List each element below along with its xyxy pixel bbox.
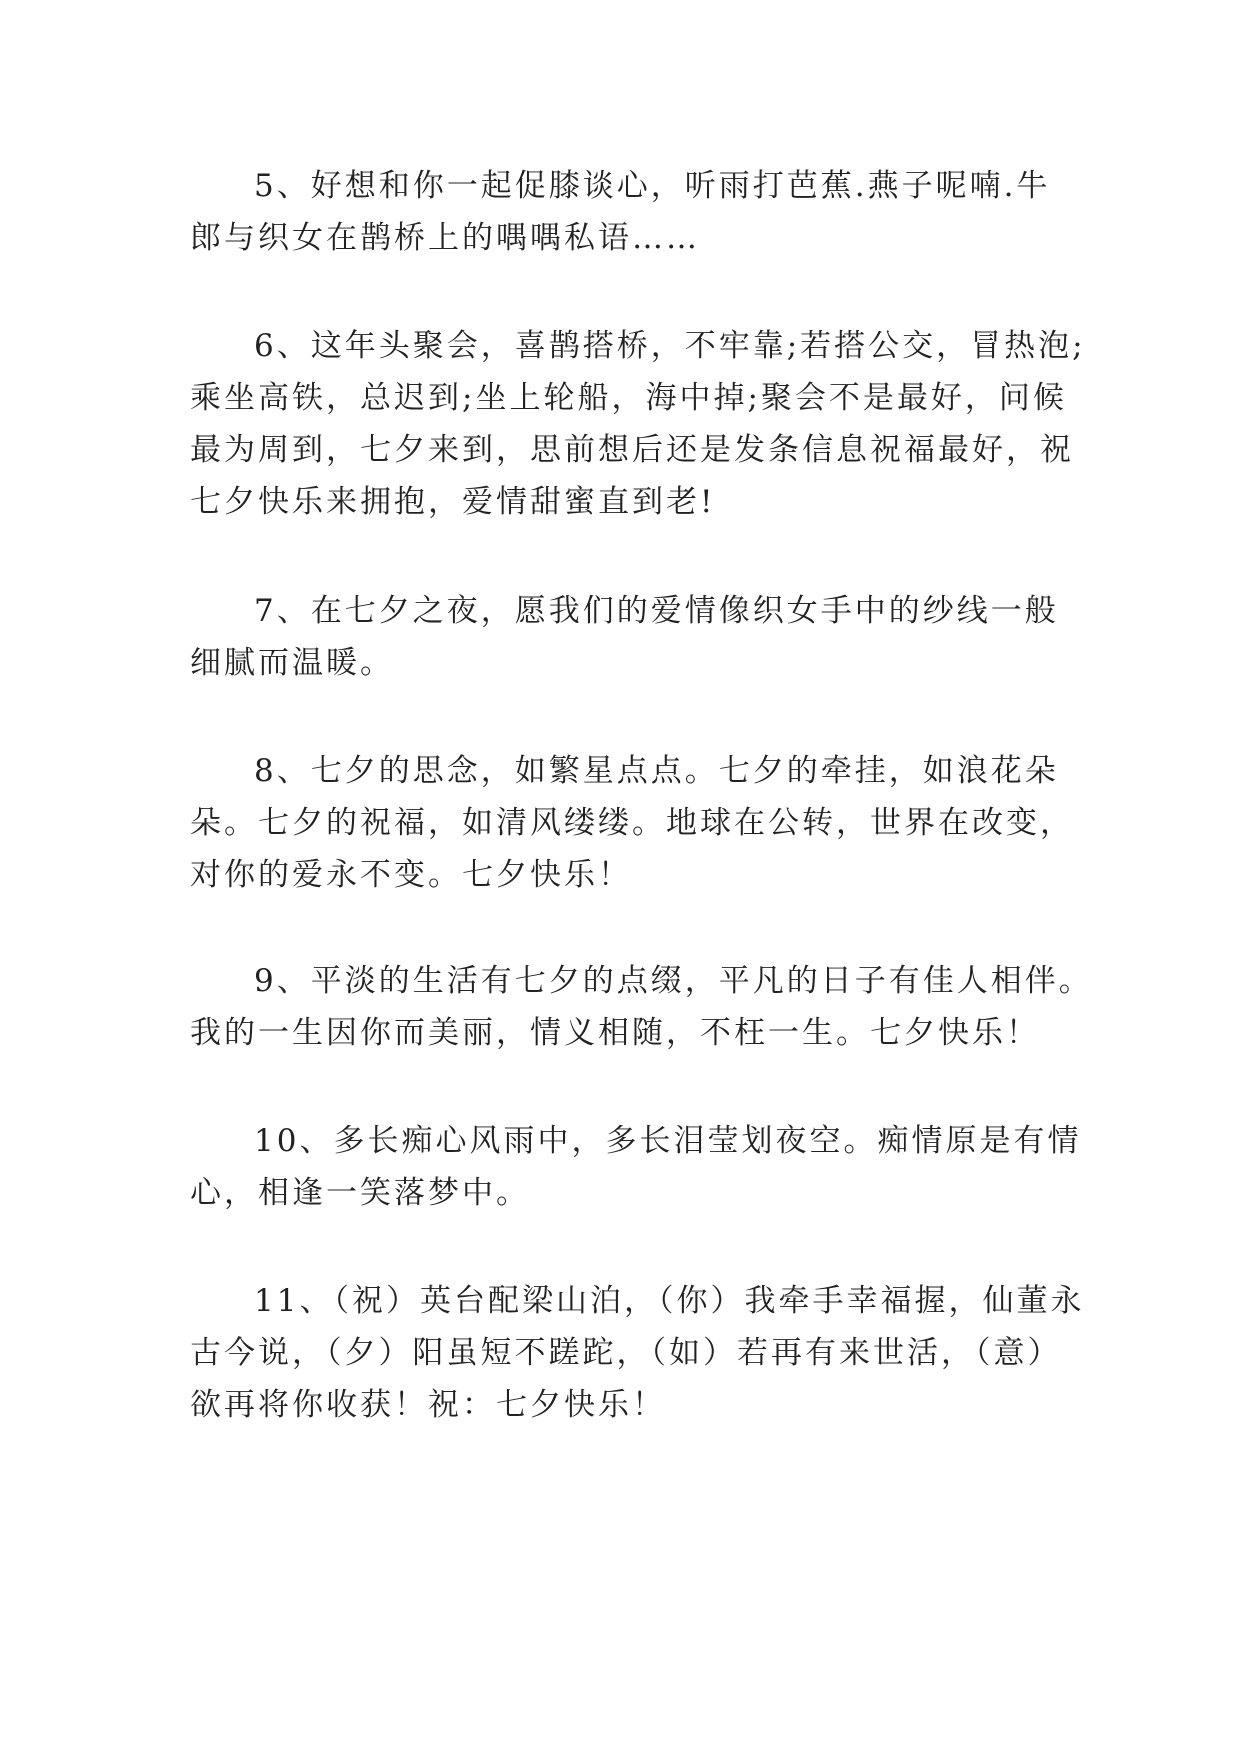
text-line: 心，相逢一笑落梦中。 xyxy=(190,1175,530,1211)
text-line: 对你的爱永不变。七夕快乐！ xyxy=(190,857,632,893)
paragraph-6 xyxy=(190,320,1086,528)
text-line: 七夕快乐来拥抱，爱情甜蜜直到老! xyxy=(190,484,716,520)
paragraph-7 xyxy=(190,585,1059,689)
text-line: 细腻而温暖。 xyxy=(190,645,394,681)
text-line: 5、好想和你一起促膝谈心，听雨打芭蕉.燕子呢喃.牛 xyxy=(254,168,1051,204)
text-line: 10、多长痴心风雨中，多长泪莹划夜空。痴情原是有情 xyxy=(254,1123,1082,1159)
paragraph-8 xyxy=(190,745,1074,901)
text-line: 7、在七夕之夜，愿我们的爱情像织女手中的纱线一般 xyxy=(254,593,1059,629)
paragraph-10 xyxy=(190,1115,1082,1219)
text-line: 11、（祝）英台配梁山泊，（你）我牵手幸福握，仙董永 xyxy=(254,1283,1085,1319)
text-line: 8、七夕的思念，如繁星点点。七夕的牵挂，如浪花朵 xyxy=(254,753,1059,789)
text-line: 郎与织女在鹊桥上的喁喁私语…… xyxy=(190,220,700,256)
text-line: 最为周到，七夕来到，思前想后还是发条信息祝福最好，祝 xyxy=(190,432,1074,468)
paragraph-9 xyxy=(190,955,1093,1059)
text-line: 6、这年头聚会，喜鹊搭桥，不牢靠;若搭公交，冒热泡; xyxy=(254,328,1086,364)
paragraph-5 xyxy=(190,160,1050,264)
text-line: 乘坐高铁，总迟到;坐上轮船，海中掉;聚会不是最好，问候 xyxy=(190,380,1067,416)
text-line: 朵。七夕的祝福，如清风缕缕。地球在公转，世界在改变， xyxy=(190,805,1074,841)
text-line: 我的一生因你而美丽，情义相随，不枉一生。七夕快乐！ xyxy=(190,1015,1040,1051)
text-line: 古今说，（夕）阳虽短不蹉跎，（如）若再有来世活，（意） xyxy=(190,1335,1062,1371)
text-line: 9、平淡的生活有七夕的点缀，平凡的日子有佳人相伴。 xyxy=(254,963,1093,999)
paragraph-11 xyxy=(190,1275,1085,1431)
text-line: 欲再将你收获！祝：七夕快乐！ xyxy=(190,1387,666,1423)
